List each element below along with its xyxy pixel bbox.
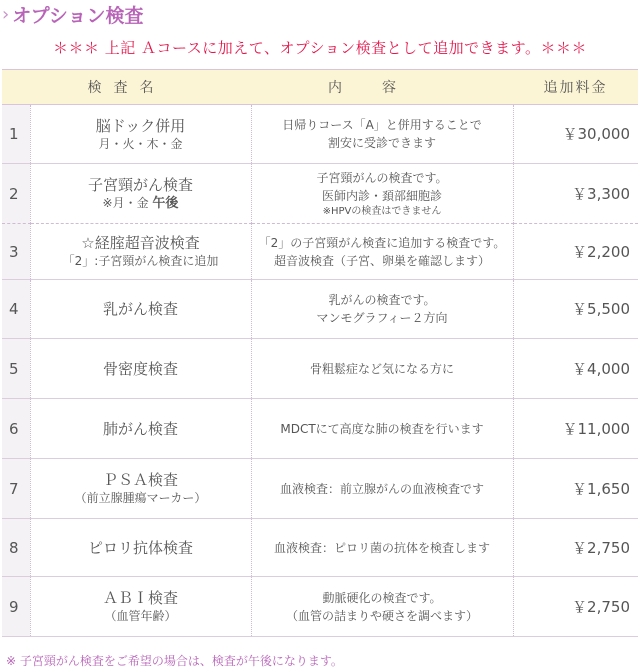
exam-content-line: 血液検査：前立腺がんの血液検査です bbox=[279, 481, 484, 496]
notice-text: ＊＊＊ 上記 Ａコースに加えて、オプション検査として追加できます。＊＊＊ bbox=[53, 39, 587, 57]
exam-schedule-note bbox=[32, 136, 250, 153]
table-row bbox=[2, 224, 638, 280]
header-content: 内容 bbox=[251, 70, 513, 105]
row-number: 2 bbox=[2, 164, 30, 224]
exam-content-line: 乳がんの検査です。 bbox=[328, 293, 436, 307]
exam-sub-text: 月・火・木・金 bbox=[98, 136, 183, 151]
exam-content-line: 血液検査：ピロリ菌の抗体を検査します bbox=[273, 540, 490, 555]
exam-content-line: 骨粗鬆症など気になる方に bbox=[309, 361, 454, 376]
table-row bbox=[2, 339, 638, 399]
exam-name: 脳ドック併用 bbox=[95, 116, 186, 135]
page-title: オプション検査 bbox=[12, 4, 144, 27]
exam-content-line: MDCTにて高度な肺の検査を行います bbox=[280, 421, 484, 436]
header-price: 追加料金 bbox=[513, 70, 638, 105]
row-number: 7 bbox=[2, 459, 30, 519]
exam-price: ￥2,750 bbox=[513, 577, 638, 637]
exam-schedule-note bbox=[32, 253, 250, 270]
exam-name-cell bbox=[30, 164, 251, 224]
table-row bbox=[2, 519, 638, 577]
exam-content-cell bbox=[251, 105, 513, 164]
exam-sub-text: （血管年齢） bbox=[104, 609, 177, 623]
exam-name: ピロリ抗体検査 bbox=[87, 538, 193, 557]
exam-content-line: 超音波検査（子宮、卵巣を確認します） bbox=[273, 253, 490, 268]
exam-content-cell bbox=[251, 577, 513, 637]
exam-content-cell bbox=[251, 164, 513, 224]
section-title bbox=[0, 0, 640, 28]
exam-price: ￥3,300 bbox=[513, 164, 638, 224]
exam-content-cell bbox=[251, 339, 513, 399]
exam-price: ￥11,000 bbox=[513, 399, 638, 459]
exam-content-line: （血管の詰まりや硬さを調べます） bbox=[285, 608, 478, 623]
exam-price: ￥1,650 bbox=[513, 459, 638, 519]
row-number: 9 bbox=[2, 577, 30, 637]
row-number: 6 bbox=[2, 399, 30, 459]
table-row bbox=[2, 164, 638, 224]
exam-name-cell bbox=[30, 399, 251, 459]
exam-name-cell bbox=[30, 577, 251, 637]
exam-name-cell bbox=[30, 339, 251, 399]
exam-price: ￥5,500 bbox=[513, 280, 638, 339]
exam-sub-text: 「2」:子宮頸がん検査に追加 bbox=[62, 254, 219, 268]
exam-price: ￥4,000 bbox=[513, 339, 638, 399]
exam-content-line: 動脈硬化の検査です。 bbox=[322, 590, 442, 605]
header-name: 検査名 bbox=[2, 70, 251, 105]
exam-content-cell bbox=[251, 399, 513, 459]
exam-content-cell bbox=[251, 224, 513, 280]
exam-content-line: 医師内診・頚部細胞診 bbox=[321, 188, 442, 203]
exam-name-cell bbox=[30, 459, 251, 519]
table-row bbox=[2, 280, 638, 339]
exam-content-note: ※HPVの検査はできません bbox=[322, 205, 442, 217]
row-number: 3 bbox=[2, 224, 30, 280]
row-number: 4 bbox=[2, 280, 30, 339]
exam-content-cell bbox=[251, 280, 513, 339]
exam-name-cell bbox=[30, 280, 251, 339]
exam-content-line: 割安に受診できます bbox=[327, 136, 436, 150]
exam-content-cell bbox=[251, 459, 513, 519]
exam-schedule-note bbox=[32, 195, 250, 212]
option-exam-table bbox=[2, 69, 638, 637]
table-row bbox=[2, 399, 638, 459]
exam-name: ＡＢＩ検査 bbox=[102, 589, 178, 607]
table-header-row bbox=[2, 70, 638, 105]
exam-sub-text: （前立腺腫瘍マーカー） bbox=[74, 491, 207, 505]
table-row bbox=[2, 459, 638, 519]
exam-sub-text: ※月・金 bbox=[102, 196, 153, 210]
table-row bbox=[2, 105, 638, 164]
footnote: ※ 子宮頸がん検査をご希望の場合は、検査が午後になります。 bbox=[6, 654, 343, 668]
exam-schedule-note bbox=[32, 608, 250, 625]
exam-name-cell bbox=[30, 224, 251, 280]
exam-name: 乳がん検査 bbox=[102, 300, 178, 318]
exam-content-line: 子宮頸がんの検査です。 bbox=[316, 170, 448, 185]
row-number: 8 bbox=[2, 519, 30, 577]
row-number: 1 bbox=[2, 105, 30, 164]
exam-name: 骨密度検査 bbox=[102, 359, 178, 378]
exam-name: ☆経腟超音波検査 bbox=[81, 234, 200, 252]
exam-sub-bold: 午後 bbox=[152, 196, 179, 211]
exam-name: 子宮頸がん検査 bbox=[87, 176, 193, 194]
exam-price: ￥2,750 bbox=[513, 519, 638, 577]
exam-content-line: 「2」の子宮頸がん検査に追加する検査です。 bbox=[258, 235, 506, 250]
exam-content-line: マンモグラフィー２方向 bbox=[316, 311, 448, 325]
exam-name-cell bbox=[30, 519, 251, 577]
exam-price: ￥2,200 bbox=[513, 224, 638, 280]
exam-name-cell bbox=[30, 105, 251, 164]
exam-schedule-note bbox=[32, 490, 250, 507]
exam-name: ＰＳＡ検査 bbox=[102, 471, 178, 489]
exam-content-line: 日帰りコース「A」と併用することで bbox=[282, 118, 482, 132]
row-number: 5 bbox=[2, 339, 30, 399]
exam-content-cell bbox=[251, 519, 513, 577]
exam-price: ￥30,000 bbox=[513, 105, 638, 164]
chevron-right-icon: › bbox=[2, 3, 10, 25]
table-row bbox=[2, 577, 638, 637]
exam-name: 肺がん検査 bbox=[102, 419, 178, 438]
